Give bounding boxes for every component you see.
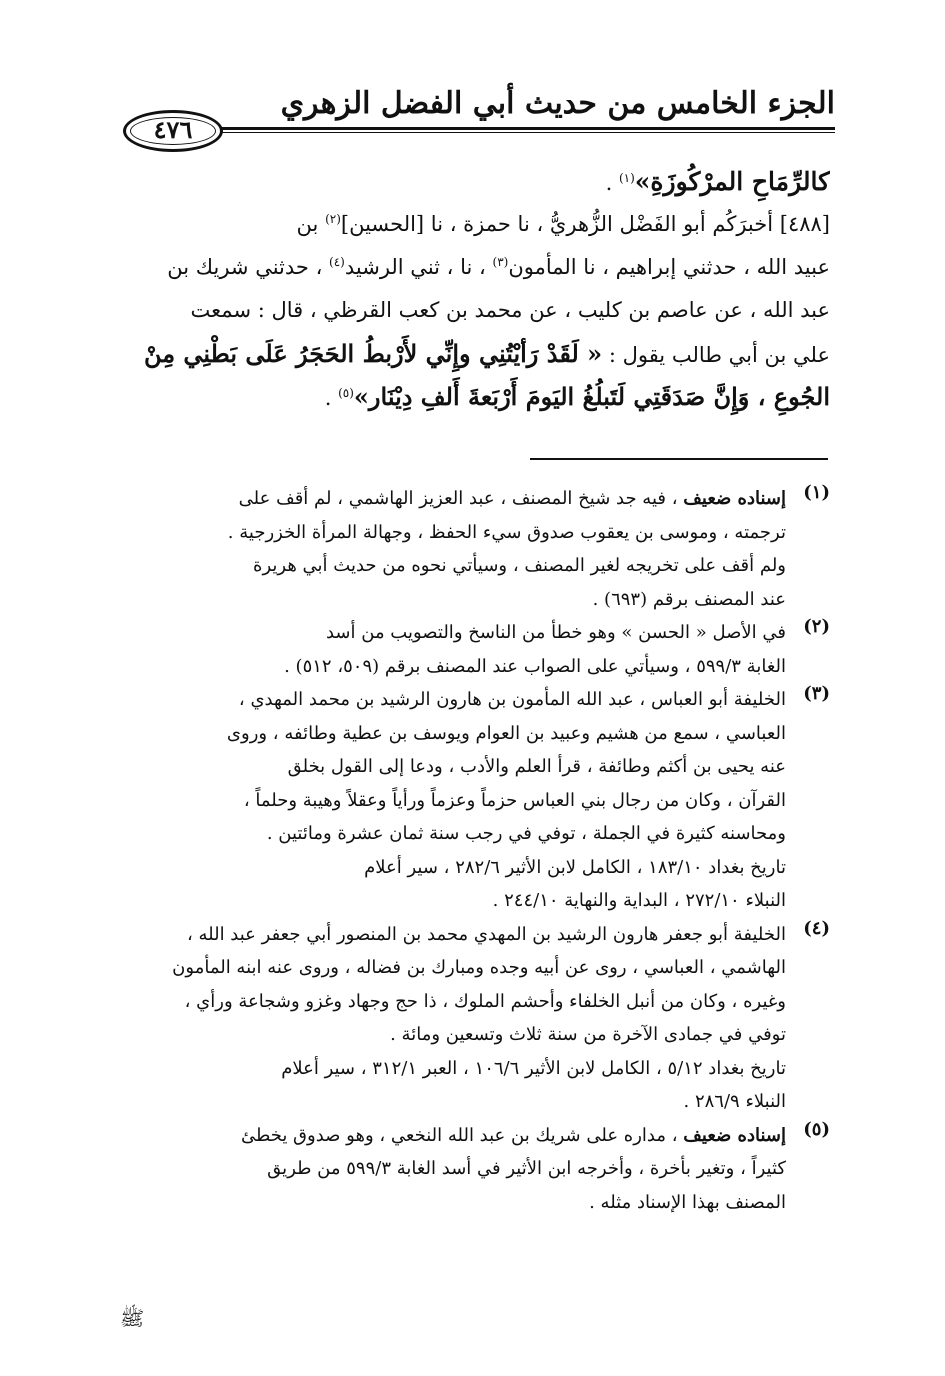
footer-ornament: ﷺ [120,1306,145,1330]
main-text-fragment: بن [296,212,326,236]
footnote-number: (٣) [803,683,830,704]
footnote-text: ، مداره على شريك بن عبد الله النخعي ، وهو صدوق يخطئ [240,1124,684,1146]
page-number-badge: ٤٧٦ [123,110,223,152]
main-line [118,160,830,203]
footnote-line [118,650,786,684]
main-text [118,160,830,418]
footnote-text: النبلاء ٢٧٢/١٠ ، البداية والنهاية ٢٤٤/١٠ . [492,890,786,911]
footnote-line [118,1119,786,1153]
main-line [118,289,830,332]
footnote-line [118,1052,786,1086]
header-rule [211,127,835,133]
footnote-text: ، فيه جد شيخ المصنف ، عبد العزيز الهاشمي ، لم أقف على [238,488,684,509]
hadith-tail-text: كالرِّمَاحِ المرْكُوزَةِ» [634,167,830,196]
footnote-line [118,616,786,650]
footnote-separator [530,458,828,460]
main-line [118,246,830,289]
footnote-line [118,482,786,516]
footnote-line [118,1186,786,1220]
footnote-line [118,884,786,918]
main-text-fragment: . [605,171,619,195]
footnote-bold: إسناده ضعيف [683,488,786,509]
footnote-text: توفي في جمادى الآخرة من سنة ثلاث وتسعين ومائة . [390,1024,786,1045]
footnote-text: تاريخ بغداد ٥/١٢ ، الكامل لابن الأثير ١٠٦/٦ ، العبر ٣١٢/١ ، سير أعلام [281,1057,786,1079]
footnote [118,616,830,683]
main-text-fragment: . [324,386,339,410]
footnote-text: عند المصنف برقم (٦٩٣) . [592,588,786,610]
footnote-number: (١) [803,482,830,503]
footnote-text: ومحاسنه كثيرة في الجملة ، توفي في رجب سنة ثمان عشرة ومائتين . [266,823,786,844]
footnote-line [118,750,786,784]
footnote-ref: (٢) [325,212,341,226]
footnote-number: (٤) [803,917,830,939]
footnote-bold: إسناده ضعيف [683,1124,786,1146]
footnote-ref: (٣) [492,255,509,269]
footnote-line [118,1085,786,1119]
footnote-line [118,784,786,818]
footnote-text: كثيراً ، وتغير بأخرة ، وأخرجه ابن الأثير في أسد الغابة ٥٩٩/٣ من طريق [267,1158,786,1179]
footnote-line [118,985,786,1019]
footnote [118,482,830,616]
footnote-text: القرآن ، وكان من رجال بني العباس حزماً وعزماً ورأياً وعقلاً وهيبة وحلماً ، [243,789,786,811]
footnote-text: الهاشمي ، العباسي ، روى عن أبيه وجده ومبارك بن فضاله ، وروى عنه ابنه المأمون [172,957,786,978]
footnote-line [118,683,786,717]
page-header [115,72,835,162]
main-text-fragment: ، نا ، ثني الرشيد [344,255,493,279]
footnote [118,918,830,1119]
hadith-text: « لَقَدْ رَأيْتُنِي وإِنِّي لأَرْبطُ الحَجَرُ عَلَى بَطْنِي مِنْ [143,339,603,368]
main-text-fragment: [٤٨٨] أخبرَكُم أبو الفَضْل الزُّهريُّ ، نا حمزة ، نا [الحسين] [340,212,830,236]
footnote-line [118,583,786,617]
running-title: الجزء الخامس من حديث أبي الفضل الزهري [280,86,835,121]
footnote-line [118,817,786,851]
footnote-ref: (٤) [329,255,345,269]
footnote-line [118,549,786,583]
main-text-fragment: عبيد الله ، حدثني إبراهيم ، نا المأمون [508,255,830,279]
footnote [118,683,830,918]
footnote-text: ترجمته ، وموسى بن يعقوب صدوق سيء الحفظ ، وجهالة المرأة الخزرجية . [227,521,786,543]
footnote-text: الخليفة أبو جعفر هارون الرشيد بن المهدي محمد بن المنصور أبي جعفر عبد الله ، [186,923,786,945]
footnote-number: (٢) [803,616,830,637]
footnote-number: (٥) [803,1118,830,1140]
footnote-line [118,851,786,885]
footnote-text: الخليفة أبو العباس ، عبد الله المأمون بن هارون الرشيد بن محمد المهدي ، [238,689,786,710]
main-text-fragment: ، حدثني شريك بن [167,255,330,279]
footnote-line [118,918,786,952]
footnote-line [118,1018,786,1052]
footnote-line [118,516,786,550]
footnote-ref: (٥) [338,386,354,400]
footnote-line [118,1152,786,1186]
hadith-text: الجُوعِ ، وَإِنَّ صَدَقَتِي لَتَبلُغُ اليَومَ أَرْبَعةَ أَلفِ دِيْنَار» [353,382,830,411]
footnote-text: النبلاء ٢٨٦/٩ . [683,1091,786,1112]
main-text-fragment: عبد الله ، عن عاصم بن كليب ، عن محمد بن كعب القرظي ، قال : سمعت [190,298,830,322]
footnote-ref: (١) [618,171,635,185]
footnote [118,1119,830,1220]
main-line [118,332,830,375]
footnotes [118,482,830,1219]
footnote-text: الغابة ٥٩٩/٣ ، وسيأتي على الصواب عند المصنف برقم (٥٠٩، ٥١٢) . [284,655,786,677]
main-text-fragment: علي بن أبي طالب يقول : [602,343,830,367]
main-line [118,203,830,246]
footnote-text: في الأصل « الحسن » وهو خطأ من الناسخ والتصويب من أسد [325,622,786,643]
footnote-line [118,717,786,751]
footnote-line [118,951,786,985]
footnote-text: المصنف بهذا الإسناد مثله . [589,1191,786,1213]
footnote-text: تاريخ بغداد ١٨٣/١٠ ، الكامل لابن الأثير ٢٨٢/٦ ، سير أعلام [364,856,786,878]
footnote-text: العباسي ، سمع من هشيم وعبيد بن العوام ويوسف بن عطية وطائفه ، وروى [226,722,786,744]
main-line [118,375,830,418]
footnote-text: ولم أقف على تخريجه لغير المصنف ، وسيأتي نحوه من حديث أبي هريرة [253,555,786,576]
footnote-text: وغيره ، وكان من أنبل الخلفاء وأحشم الملوك ، ذا حج وجهاد وغزو وشجاعة ورأي ، [184,990,786,1012]
footnote-text: عنه يحيى بن أكثم وطائفة ، قرأ العلم والأدب ، ودعا إلى القول بخلق [287,756,786,777]
